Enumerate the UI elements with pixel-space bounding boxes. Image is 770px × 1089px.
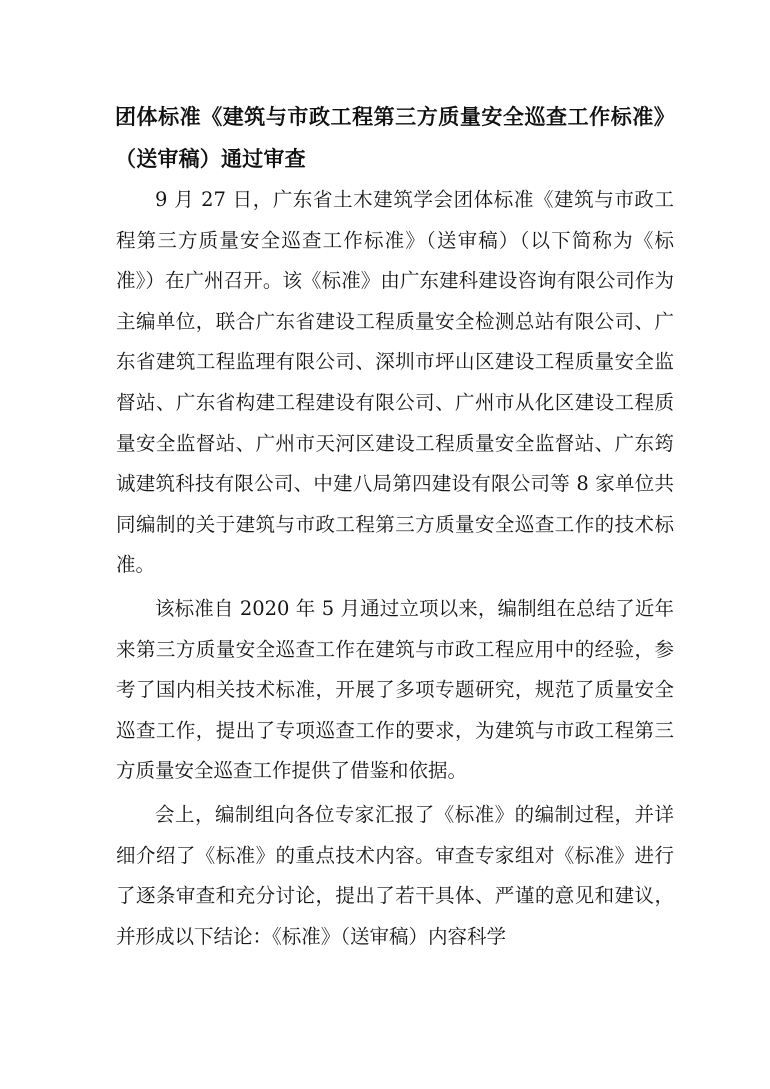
document-title: 团体标准《建筑与市政工程第三方质量安全巡查工作标准》（送审稿）通过审查	[115, 105, 675, 171]
document-body	[116, 180, 674, 960]
paragraph-standard-background: 该标准自 2020 年 5 月通过立项以来，编制组在总结了近年来第三方质量安全巡查工作在建筑与市政工程应用中的经验，参考了国内相关技术标准，开展了多项专题研究，规范了质量安全巡查工作，提出了专项巡查工作的要求，为建筑与市政工程第三方质量安全巡查工作提供了借鉴和依据。	[116, 596, 674, 783]
paragraph-review-conclusion: 会上，编制组向各位专家汇报了《标准》的编制过程，并详细介绍了《标准》的重点技术内容。审查专家组对《标准》进行了逐条审查和充分讨论，提出了若干具体、严谨的意见和建议，并形成以下结论：《标准》（送审稿）内容科学	[116, 802, 674, 948]
paragraph-meeting-announcement: 9 月 27 日，广东省土木建筑学会团体标准《建筑与市政工程第三方质量安全巡查工作标准》（送审稿）（以下简称为《标准》）在广州召开。该《标准》由广东建科建设咨询有限公司作为主编单位，联合广东省建设工程质量安全检测总站有限公司、广东省建筑工程监理有限公司、深圳市坪山区建设工程质量安全监督站、广东省构建工程建设有限公司、广州市从化区建设工程质量安全监督站、广州市天河区建设工程质量安全监督站、广东筠诚建筑科技有限公司、中建八局第四建设有限公司等 8 家单位共同编制的关于建筑与市政工程第三方质量安全巡查工作的技术标准。	[116, 188, 674, 577]
